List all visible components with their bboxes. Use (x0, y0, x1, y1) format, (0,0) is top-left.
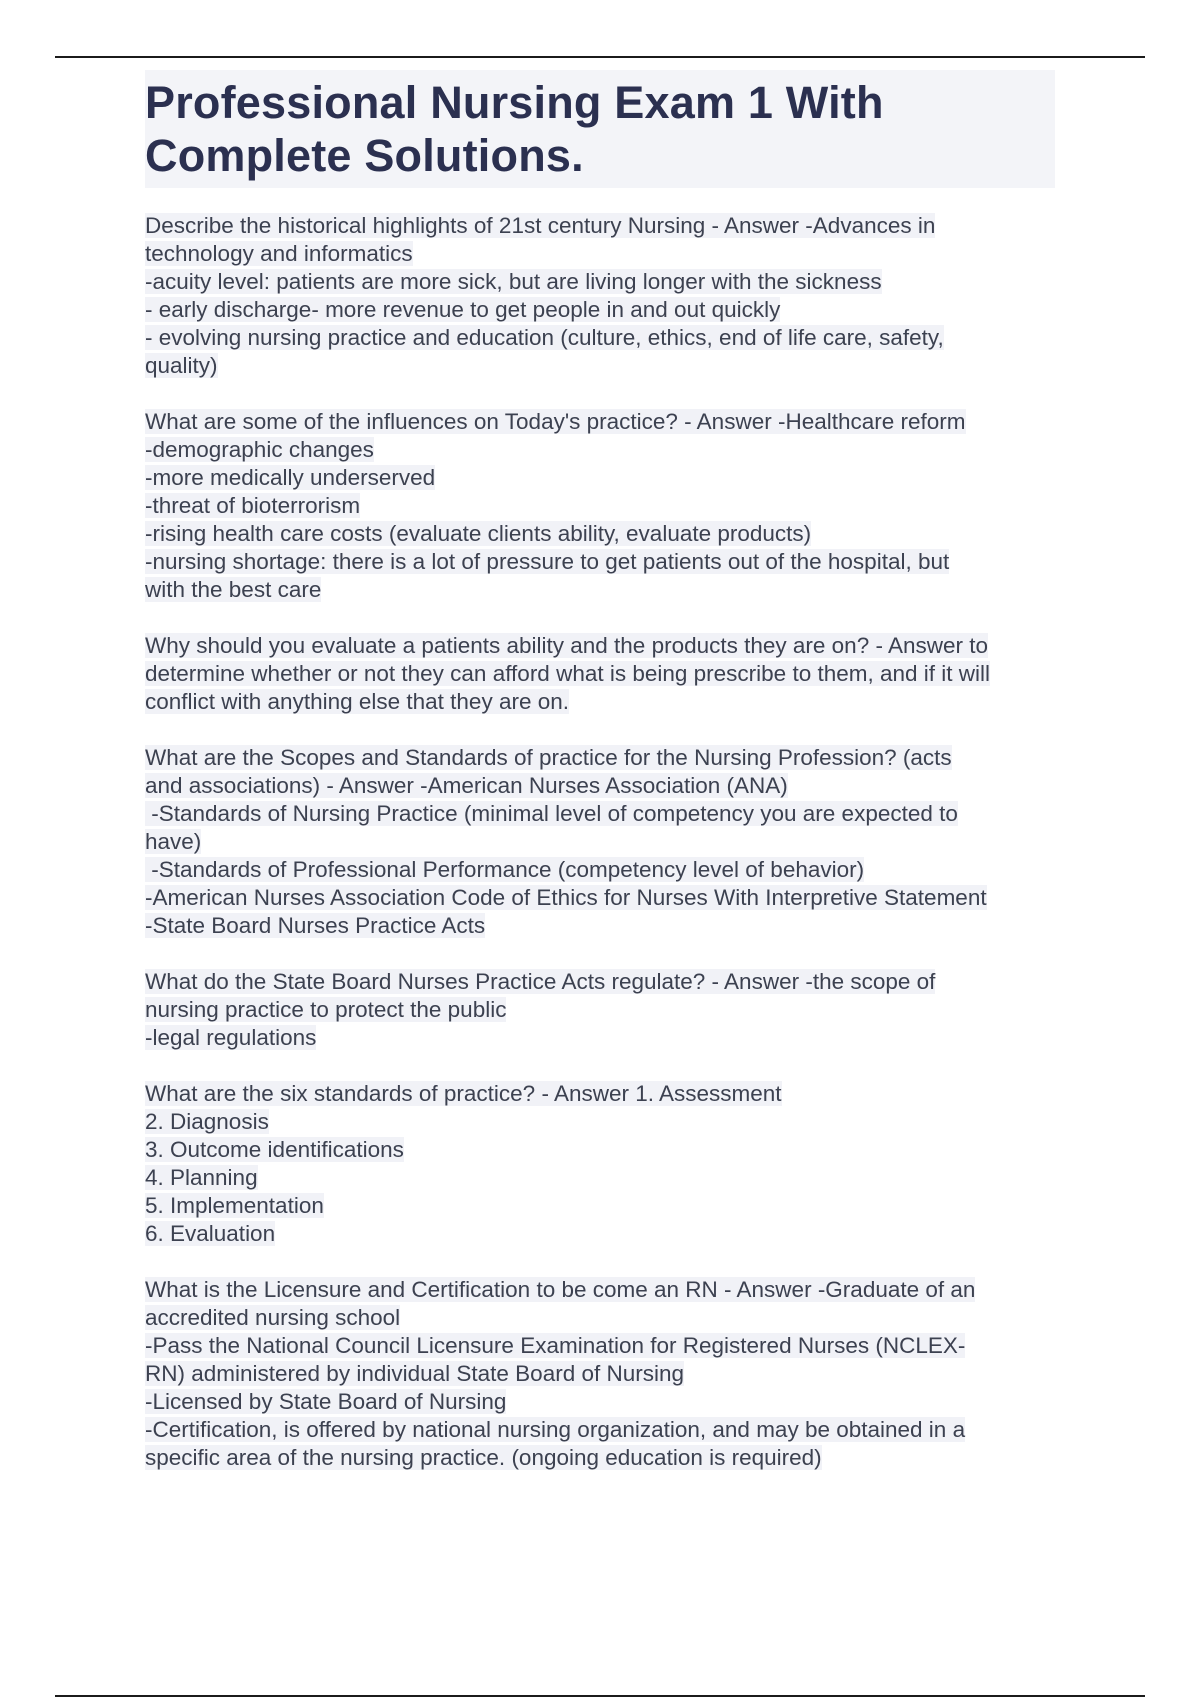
qa-section (145, 968, 1055, 1052)
text-line: and associations) - Answer -American Nurses Association (ANA) (145, 773, 788, 798)
text-line: nursing practice to protect the public (145, 997, 507, 1022)
top-divider (55, 56, 1145, 58)
text-line: -threat of bioterrorism (145, 493, 361, 518)
text-line: with the best care (145, 577, 322, 602)
answer-line (145, 800, 1055, 828)
answer-line (145, 996, 1055, 1024)
answer-line (145, 1164, 1055, 1192)
text-line: 3. Outcome identifications (145, 1137, 404, 1162)
answer-line (145, 1388, 1055, 1416)
answer-line (145, 1192, 1055, 1220)
question-line (145, 968, 1055, 996)
answer-line (145, 548, 1055, 576)
text-line: What are the six standards of practice? - Answer 1. Assessment (145, 1081, 782, 1106)
answer-line (145, 296, 1055, 324)
answer-line (145, 352, 1055, 380)
text-line: 4. Planning (145, 1165, 258, 1190)
text-line: -Standards of Nursing Practice (minimal level of competency you are expected to (145, 801, 958, 826)
answer-line (145, 688, 1055, 716)
text-line: -Certification, is offered by national nursing organization, and may be obtained in a (145, 1417, 966, 1442)
qa-section (145, 632, 1055, 716)
answer-line (145, 436, 1055, 464)
answer-line (145, 1304, 1055, 1332)
text-line: specific area of the nursing practice. (ongoing education is required) (145, 1445, 822, 1470)
answer-line (145, 772, 1055, 800)
text-line: technology and informatics (145, 241, 413, 266)
answer-line (145, 1416, 1055, 1444)
text-line: What are the Scopes and Standards of practice for the Nursing Profession? (acts (145, 745, 952, 770)
answer-line (145, 324, 1055, 352)
answer-line (145, 828, 1055, 856)
bottom-divider (55, 1695, 1145, 1697)
qa-section (145, 744, 1055, 940)
text-line: -Licensed by State Board of Nursing (145, 1389, 507, 1414)
text-line: - evolving nursing practice and education (culture, ethics, end of life care, safety, (145, 325, 944, 350)
title-block (145, 70, 1055, 188)
answer-line (145, 240, 1055, 268)
text-line: RN) administered by individual State Board of Nursing (145, 1361, 685, 1386)
question-line (145, 408, 1055, 436)
text-line: determine whether or not they can afford what is being prescribe to them, and if it will (145, 661, 991, 686)
text-line: -more medically underserved (145, 465, 436, 490)
question-line (145, 744, 1055, 772)
answer-line (145, 576, 1055, 604)
answer-line (145, 884, 1055, 912)
answer-line (145, 268, 1055, 296)
answer-line (145, 1332, 1055, 1360)
text-line: - early discharge- more revenue to get people in and out quickly (145, 297, 781, 322)
answer-line (145, 660, 1055, 688)
text-line: -Standards of Professional Performance (competency level of behavior) (145, 857, 865, 882)
qa-section (145, 408, 1055, 604)
text-line: have) (145, 829, 202, 854)
qa-sections (145, 212, 1055, 1472)
answer-line (145, 1360, 1055, 1388)
question-line (145, 1080, 1055, 1108)
answer-line (145, 1444, 1055, 1472)
answer-line (145, 520, 1055, 548)
text-line: 2. Diagnosis (145, 1109, 269, 1134)
text-line: -nursing shortage: there is a lot of pressure to get patients out of the hospital, but (145, 549, 950, 574)
text-line: 6. Evaluation (145, 1221, 276, 1246)
answer-line (145, 856, 1055, 884)
answer-line (145, 1136, 1055, 1164)
text-line: -legal regulations (145, 1025, 317, 1050)
text-line: -demographic changes (145, 437, 374, 462)
answer-line (145, 1220, 1055, 1248)
text-line: -Pass the National Council Licensure Examination for Registered Nurses (NCLEX- (145, 1333, 966, 1358)
answer-line (145, 1108, 1055, 1136)
question-line (145, 1276, 1055, 1304)
text-line: -State Board Nurses Practice Acts (145, 913, 486, 938)
text-line: What do the State Board Nurses Practice Acts regulate? - Answer -the scope of (145, 969, 936, 994)
text-line: quality) (145, 353, 218, 378)
qa-section (145, 212, 1055, 380)
answer-line (145, 492, 1055, 520)
question-line (145, 212, 1055, 240)
text-line: Describe the historical highlights of 21st century Nursing - Answer -Advances in (145, 213, 936, 238)
document-title: Professional Nursing Exam 1 With Complete Solutions. (145, 77, 884, 181)
answer-line (145, 464, 1055, 492)
text-line: -American Nurses Association Code of Ethics for Nurses With Interpretive Statement (145, 885, 987, 910)
question-line (145, 632, 1055, 660)
answer-line (145, 1024, 1055, 1052)
text-line: -rising health care costs (evaluate clients ability, evaluate products) (145, 521, 812, 546)
text-line: conflict with anything else that they are on. (145, 689, 569, 714)
text-line: 5. Implementation (145, 1193, 324, 1218)
text-line: What is the Licensure and Certification to be come an RN - Answer -Graduate of an (145, 1277, 976, 1302)
qa-section (145, 1276, 1055, 1472)
answer-line (145, 912, 1055, 940)
document-body (145, 70, 1055, 1500)
text-line: What are some of the influences on Today's practice? - Answer -Healthcare reform (145, 409, 966, 434)
text-line: -acuity level: patients are more sick, but are living longer with the sickness (145, 269, 882, 294)
text-line: accredited nursing school (145, 1305, 401, 1330)
text-line: Why should you evaluate a patients ability and the products they are on? - Answer to (145, 633, 989, 658)
qa-section (145, 1080, 1055, 1248)
